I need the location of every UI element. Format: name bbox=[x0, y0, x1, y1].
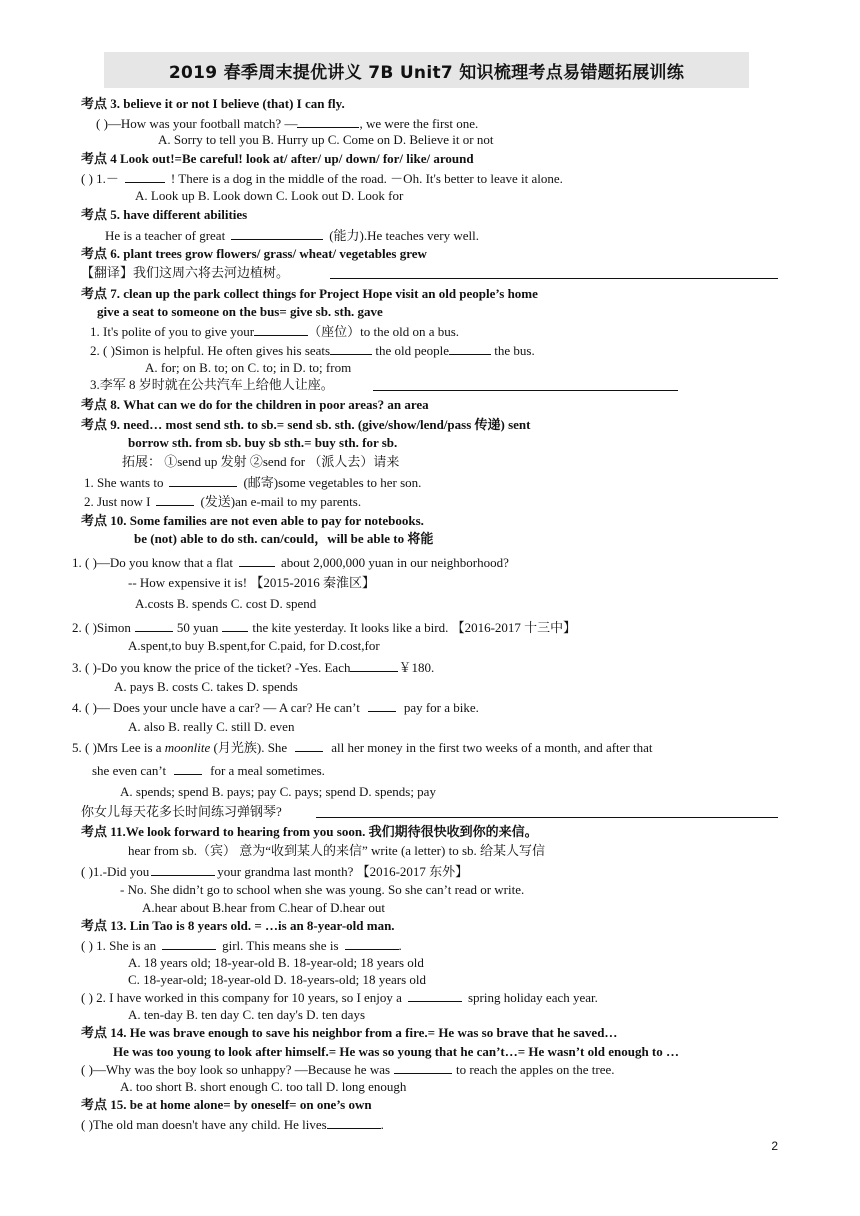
question-line: she even can’t for a meal sometimes. bbox=[92, 763, 325, 778]
point-15-heading: 考点 15. be at home alone= by oneself= on one’s own bbox=[81, 1097, 372, 1112]
point-14-subheading: He was too young to look after himself.= He was so young that he can’t…= He wasn’t old enough to … bbox=[113, 1044, 680, 1059]
question-line: ( )The old man doesn't have any child. He lives . bbox=[81, 1117, 384, 1132]
translation-prompt: 3.李军 8 岁时就在公共汽车上给他人让座。 bbox=[90, 377, 334, 392]
extension-line: 拓展： ①send up 发射 ②send for （派人去）请来 bbox=[122, 454, 400, 469]
options-line: A. Sorry to tell you B. Hurry up C. Come on D. Believe it or not bbox=[158, 132, 494, 147]
point-14-heading: 考点 14. He was brave enough to save his neighbor from a fire.= He was so brave that he saved… bbox=[81, 1025, 618, 1040]
question-line: 1. It's polite of you to give your （座位）to the old on a bus. bbox=[90, 324, 460, 339]
point-6-heading: 考点 6. plant trees grow flowers/ grass/ wheat/ vegetables grew bbox=[81, 246, 427, 261]
options-line: A. for; on B. to; on C. to; in D. to; from bbox=[145, 360, 352, 375]
question-line: ( )—Why was the boy look so unhappy? —Because he was to reach the apples on the tree. bbox=[81, 1062, 615, 1077]
question-line: 3. ( )-Do you know the price of the ticket? -Yes. Each ￥180. bbox=[72, 660, 435, 675]
point-3-heading: 考点 3. believe it or not I believe (that) I can fly. bbox=[81, 96, 345, 111]
question-line: He is a teacher of great (能力).He teaches very well. bbox=[105, 228, 479, 243]
point-9-subheading: borrow sth. from sb. buy sb sth.= buy sth. for sb. bbox=[128, 435, 398, 450]
answer-line bbox=[316, 817, 778, 818]
question-line: 1. ( )—Do you know that a flat about 2,000,000 yuan in our neighborhood? bbox=[72, 555, 509, 570]
point-13-heading: 考点 13. Lin Tao is 8 years old. = …is an 8-year-old man. bbox=[81, 918, 395, 933]
options-line: C. 18-year-old; 18-year-old D. 18-years-old; 18 years old bbox=[128, 972, 427, 987]
answer-line bbox=[330, 278, 778, 279]
options-line: A.spent,to buy B.spent,for C.paid, for D.cost,for bbox=[128, 638, 380, 653]
options-line: A. Look up B. Look down C. Look out D. Look for bbox=[135, 188, 404, 203]
question-line: 5. ( )Mrs Lee is a moonlite (月光族). She all her money in the first two weeks of a month, and after that bbox=[72, 740, 653, 755]
point-7-heading: 考点 7. clean up the park collect things for Project Hope visit an old people’s home bbox=[81, 286, 538, 301]
point-7-subheading: give a seat to someone on the bus= give sb. sth. gave bbox=[97, 304, 383, 319]
question-line: ( )1.-Did you your grandma last month? 【2016-2017 东外】 bbox=[81, 864, 469, 879]
point-5-heading: 考点 5. have different abilities bbox=[81, 207, 248, 222]
question-line: ( )—How was your football match? — , we were the first one. bbox=[96, 116, 479, 131]
page-title: 2019 春季周末提优讲义 7B Unit7 知识梳理考点易错题拓展训练 bbox=[168, 63, 685, 83]
answer-line bbox=[373, 390, 678, 391]
question-line: ( ) 1. She is an girl. This means she is . bbox=[81, 938, 402, 953]
options-line: A.hear about B.hear from C.hear of D.hear out bbox=[142, 900, 385, 915]
point-8-heading: 考点 8. What can we do for the children in poor areas? an area bbox=[81, 397, 429, 412]
options-line: A. pays B. costs C. takes D. spends bbox=[114, 679, 298, 694]
options-line: A. ten-day B. ten day C. ten day's D. ten days bbox=[128, 1007, 366, 1022]
translation-prompt: 你女儿每天花多长时间练习弹钢琴? bbox=[81, 804, 282, 819]
point-11-heading: 考点 11.We look forward to hearing from you soon. 我们期待很快收到你的来信。 bbox=[81, 824, 538, 839]
question-source: -- How expensive it is! 【2015-2016 秦淮区】 bbox=[128, 575, 375, 590]
options-line: A. spends; spend B. pays; pay C. pays; spend D. spends; pay bbox=[120, 784, 436, 799]
question-line: 2. ( )Simon 50 yuan the kite yesterday. It looks like a bird. 【2016-2017 十三中】 bbox=[72, 620, 577, 635]
translation-prompt: 【翻译】我们这周六将去河边植树。 bbox=[81, 265, 290, 280]
question-line: 2. Just now I (发送)an e-mail to my parents. bbox=[84, 494, 362, 509]
answer-text: - No. She didn’t go to school when she was young. So she can’t read or write. bbox=[120, 882, 525, 897]
point-10-heading: 考点 10. Some families are not even able to pay for notebooks. bbox=[81, 513, 424, 528]
options-line: A.costs B. spends C. cost D. spend bbox=[135, 596, 317, 611]
point-11-note: hear from sb.（宾） 意为“收到某人的来信” write (a letter) to sb. 给某人写信 bbox=[128, 843, 546, 858]
point-10-subheading: be (not) able to do sth. can/could，will be able to 将能 bbox=[134, 531, 434, 546]
question-line: ( ) 2. I have worked in this company for 10 years, so I enjoy a spring holiday each year. bbox=[81, 990, 598, 1005]
question-line: ( ) 1.－ ! There is a dog in the middle of the road. －Oh. It's better to leave it alone. bbox=[81, 171, 563, 186]
point-9-heading: 考点 9. need… most send sth. to sb.= send sb. sth. (give/show/lend/pass 传递) sent bbox=[81, 417, 531, 432]
point-4-heading: 考点 4 Look out!=Be careful! look at/ after/ up/ down/ for/ like/ around bbox=[81, 151, 474, 166]
header-banner bbox=[104, 52, 749, 88]
page-number: 2 bbox=[771, 1139, 778, 1153]
question-line: 4. ( )— Does your uncle have a car? — A car? He can’t pay for a bike. bbox=[72, 700, 479, 715]
question-line: 1. She wants to (邮寄)some vegetables to her son. bbox=[84, 475, 422, 490]
options-line: A. also B. really C. still D. even bbox=[128, 719, 295, 734]
options-line: A. too short B. short enough C. too tall D. long enough bbox=[120, 1079, 407, 1094]
options-line: A. 18 years old; 18-year-old B. 18-year-old; 18 years old bbox=[128, 955, 424, 970]
question-line: 2. ( )Simon is helpful. He often gives his seats the old people the bus. bbox=[90, 343, 535, 358]
